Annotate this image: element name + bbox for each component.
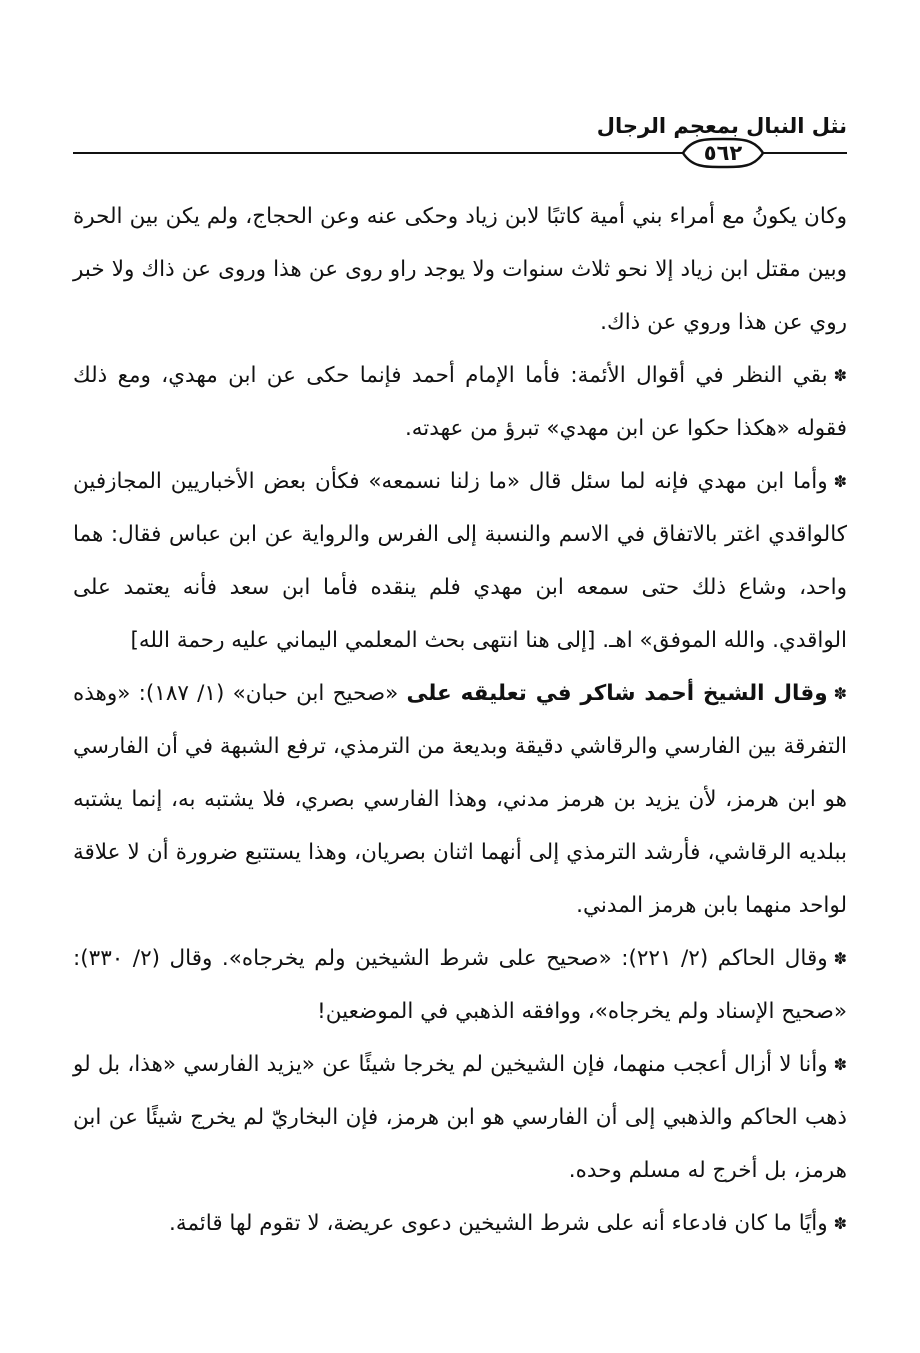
paragraph-text: بقي النظر في أقوال الأئمة: فأما الإمام أحمد فإنما حكى عن ابن مهدي، ومع ذلك فقوله «هكذا حكوا عن ابن مهدي» تبرؤ من عهدته. [73, 363, 847, 441]
paragraph [73, 1197, 847, 1250]
running-title: نثل النبال بمعجم الرجال [596, 114, 847, 138]
asterisk-star-icon: ✽ [833, 684, 847, 703]
paragraph-text: وأنا لا أزال أعجب منهما، فإن الشيخين لم يخرجا شيئًا عن «يزيد الفارسي «هذا، بل لو ذهب الحاكم والذهبي إلى أن الفارسي هو ابن هرمز، فإن البخاريّ لم يخرج شيئًا عن ابن هرمز، بل أخرج له مسلم وحده. [73, 1052, 847, 1183]
asterisk-star-icon: ✽ [833, 472, 847, 491]
paragraph-text: وكان يكونُ مع أمراء بني أمية كاتبًا لابن زياد وحكى عنه وعن الحجاج، ولم يكن بين الحرة وبين مقتل ابن زياد إلا نحو ثلاث سنوات ولا يوجد راو روى عن هذا وروى عن ذاك ولا خبر روي عن هذا وروي عن ذاك. [73, 204, 847, 335]
asterisk-star-icon: ✽ [833, 949, 848, 968]
paragraph [73, 349, 847, 455]
asterisk-star-icon: ✽ [833, 1055, 847, 1074]
paragraph-lead: وقال الشيخ أحمد شاكر في تعليقه على [406, 681, 828, 706]
page-number-frame [680, 137, 766, 169]
paragraph-text: وأما ابن مهدي فإنه لما سئل قال «ما زلنا نسمعه» فكأن بعض الأخباريين المجازفين كالواقدي اغتر بالاتفاق في الاسم والنسبة إلى الفرس والرواية عن ابن عباس فقال: هما واحد، وشاع ذلك حتى سمعه ابن مهدي فلم ينقده فأما ابن سعد فأنه يعتمد على الواقدي. والله الموفق» اهـ. [إلى هنا انتهى بحث المعلمي اليماني عليه رحمة الله] [73, 469, 847, 653]
header-rule-right [757, 152, 847, 154]
body-text [73, 190, 847, 1250]
page-number: ٥٦٢ [703, 141, 743, 165]
paragraph-text: وأيًا ما كان فادعاء أنه على شرط الشيخين دعوى عريضة، لا تقوم لها قائمة. [169, 1211, 828, 1236]
header-rule-left [73, 152, 693, 154]
asterisk-star-icon: ✽ [833, 1214, 847, 1233]
paragraph [73, 1038, 847, 1197]
paragraph [73, 667, 847, 932]
paragraph [73, 932, 847, 1038]
paragraph-text: «صحيح ابن حبان» (١/ ١٨٧): «وهذه التفرقة بين الفارسي والرقاشي دقيقة وبديعة من الترمذي، ترفع الشبهة في أن الفارسي هو ابن هرمز، لأن يزيد بن هرمز مدني، وهذا الفارسي بصري، فلا يشتبه به، إنما يشتبه ببلديه الرقاشي، فأرشد الترمذي إلى أنهما اثنان بصريان، وهذا يستتبع ضرورة أن لا علاقة لواحد منهما بابن هرمز المدني. [73, 681, 847, 918]
paragraph [73, 190, 847, 349]
asterisk-star-icon: ✽ [833, 366, 847, 385]
paragraph [73, 455, 847, 667]
paragraph-text: وقال الحاكم (٢/ ٢٢١): «صحيح على شرط الشيخين ولم يخرجاه». وقال (٢/ ٣٣٠): «صحيح الإسناد ولم يخرجاه»، ووافقه الذهبي في الموضعين! [73, 946, 847, 1024]
